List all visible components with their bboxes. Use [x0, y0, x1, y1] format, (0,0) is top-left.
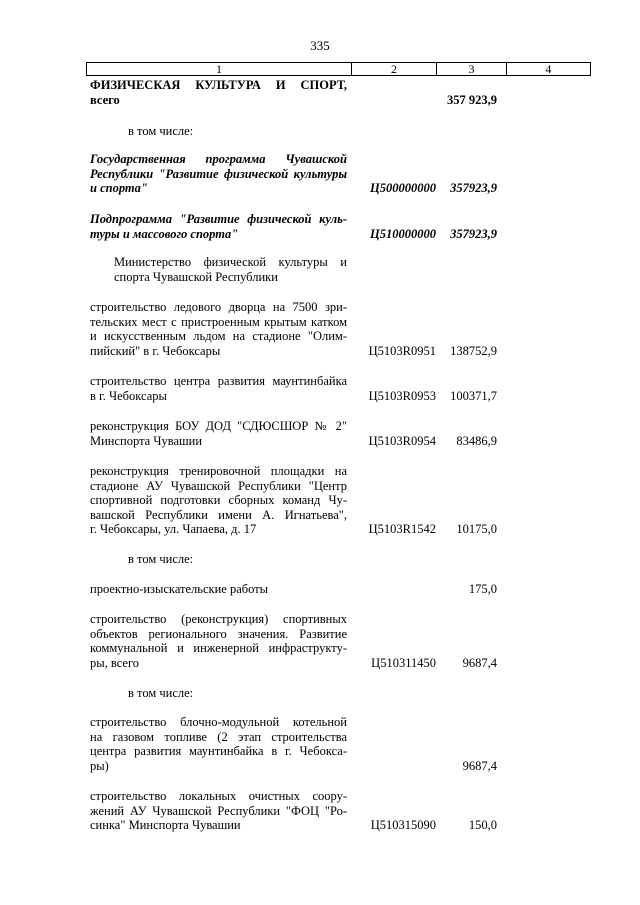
row-line: Республики "Развитие физической культуры: [90, 166, 347, 181]
row-amount: 10175,0: [456, 522, 497, 536]
row-amount: 357923,9: [450, 226, 497, 241]
row-amount: 138752,9: [450, 343, 497, 358]
row-amount: 100371,7: [450, 388, 497, 403]
header-col-3: 3: [437, 63, 506, 75]
header-col-2: 2: [352, 63, 437, 75]
row-text: [90, 300, 347, 358]
row-line: Минспорта Чувашии: [90, 433, 203, 448]
page-number: 335: [310, 38, 330, 53]
row-line: ФИЗИЧЕСКАЯ КУЛЬТУРА И СПОРТ,: [90, 78, 347, 92]
row-line: строительство (реконструкция) спортивных: [90, 612, 347, 626]
row-line: ры, всего: [90, 655, 140, 670]
row-line: спорта Чувашской Республики: [114, 269, 278, 284]
row-line: в том числе:: [128, 124, 194, 138]
row-line: Государственная программа Чувашской: [90, 152, 347, 166]
row-text: [90, 552, 385, 567]
row-code: Ц5103R0951: [368, 343, 436, 358]
row-line: коммунальной и инженерной инфраструкту-: [90, 641, 347, 655]
row-line: синка" Минспорта Чувашии: [90, 818, 241, 832]
row-amount: 150,0: [468, 818, 497, 832]
row-line: в г. Чебоксары: [90, 388, 167, 403]
row-text: [90, 582, 347, 597]
row-code: Ц510315090: [370, 818, 436, 832]
row-text: [90, 78, 347, 107]
row-line: г. Чебоксары, ул. Чапаева, д. 17: [90, 522, 257, 536]
row-line: вашской Республики имени А. Игнатьева",: [90, 507, 347, 522]
row-text: [90, 686, 385, 701]
row-amount: 357 923,9: [447, 92, 497, 107]
row-line: туры и массового спорта": [90, 226, 239, 241]
row-amount: 357923,9: [450, 181, 497, 195]
row-line: центра развития маунтинбайка в г. Чебокса-: [90, 744, 347, 758]
row-line: всего: [90, 92, 120, 107]
row-line: ры): [90, 758, 109, 773]
row-text: [90, 255, 347, 284]
header-col-4: 4: [545, 62, 552, 76]
table-header: [86, 62, 591, 76]
row-amount: 83486,9: [456, 433, 497, 448]
row-line: пийский" в г. Чебоксары: [90, 343, 221, 358]
row-line: в том числе:: [128, 552, 194, 566]
row-line: строительство блочно-модульной котельной: [90, 715, 347, 729]
row-line: спортивной подготовки сборных команд Чу-: [90, 493, 347, 507]
row-text: [90, 464, 347, 537]
row-amount: 175,0: [468, 582, 497, 596]
row-line: и спорта": [90, 181, 148, 195]
row-line: строительство центра развития маунтинбайка: [90, 374, 347, 388]
row-line: на газовом топливе (2 этап строительства: [90, 729, 347, 744]
row-line: тельских мест с пристроенным крытым катком: [90, 314, 347, 329]
row-line: стадионе АУ Чувашской Республики "Центр: [90, 478, 347, 493]
row-code: Ц5103R0953: [368, 388, 436, 403]
row-text: [90, 124, 385, 139]
row-text: [90, 152, 347, 196]
row-line: строительство локальных очистных соору-: [90, 789, 347, 803]
row-line: строительство ледового дворца на 7500 зри-: [90, 300, 347, 314]
row-text: [90, 715, 347, 773]
row-code: Ц510000000: [370, 226, 436, 241]
header-col-1: 1: [87, 63, 352, 75]
row-text: [90, 612, 347, 670]
row-amount: 9687,4: [462, 758, 497, 773]
row-code: Ц5103R0954: [368, 433, 436, 448]
row-line: реконструкция тренировочной площадки на: [90, 464, 347, 478]
row-line: Министерство физической культуры и: [114, 255, 347, 269]
row-line: в том числе:: [128, 686, 194, 700]
row-line: реконструкция БОУ ДОД "СДЮСШОР № 2": [90, 419, 347, 433]
row-code: Ц500000000: [370, 181, 436, 195]
row-code: Ц510311450: [371, 655, 436, 670]
row-code: Ц5103R1542: [368, 522, 436, 536]
row-text: [90, 374, 347, 403]
row-text: [90, 789, 347, 833]
row-amount: 9687,4: [462, 655, 497, 670]
row-line: Подпрограмма "Развитие физической куль-: [90, 212, 347, 226]
row-text: [90, 212, 347, 241]
row-line: жений АУ Чувашской Республики "ФОЦ "Ро-: [90, 803, 347, 818]
row-text: [90, 419, 347, 448]
row-line: и искусственным льдом на стадионе "Олим-: [90, 329, 347, 343]
row-line: объектов регионального значения. Развитие: [90, 626, 347, 641]
row-line: проектно-изыскательские работы: [90, 582, 269, 596]
